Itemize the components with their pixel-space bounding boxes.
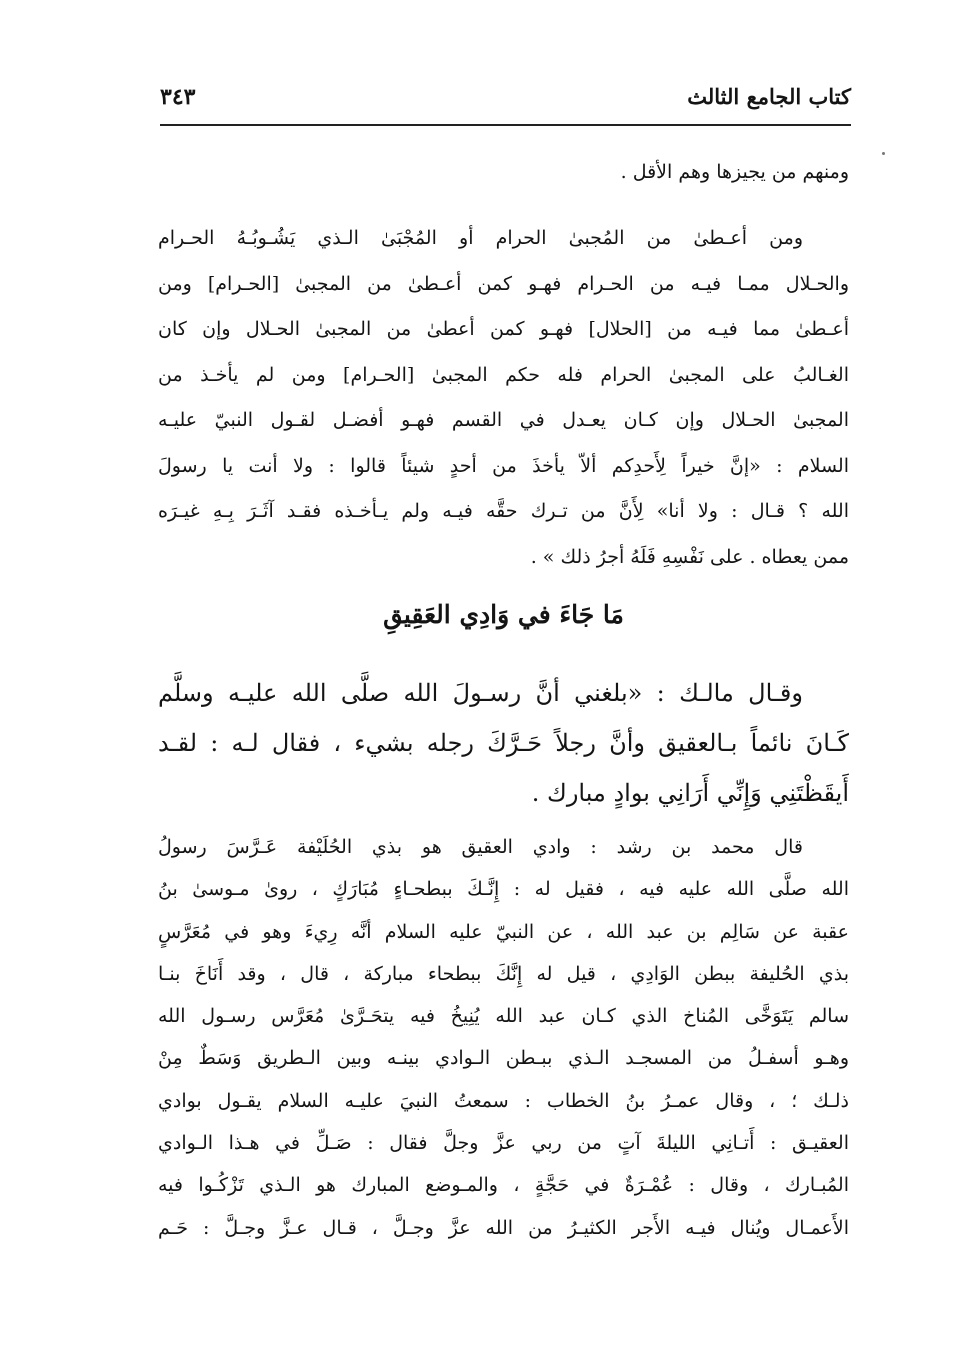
text-line: الأَعمـال ويُنال فيـه الأَجر الكثيـرُ من الله عزَّ وجـلَّ ، قـال عـزَّ وجـلَّ : حَـم bbox=[158, 1216, 849, 1239]
text-line: عقبة عن سَالِم بن عبد الله ، عن النبيّ عليه السلام أنَّه رِيءَ وهو في مُعَرَّسٍ bbox=[158, 920, 849, 943]
text-line: ومنهم من يجيزها وهم الأقل . bbox=[620, 161, 849, 183]
page-number: ٣٤٣ bbox=[160, 84, 196, 110]
text-line: أعـطىٰ مما فيـه من [الحلال] فهـو كمن أعطىٰ من المجبىٰ الحـلال وإن كان bbox=[158, 318, 849, 340]
section-heading: مَا جَاءَ في وَادِي العَقِيقِ bbox=[383, 600, 624, 629]
text-line: ومن أعـطىٰ من المُجبىٰ الحرام أو المُجْبَىٰ الـذي يَشُـوبُـهُ الحـرام bbox=[158, 227, 803, 249]
scan-speck bbox=[882, 152, 885, 155]
paragraph-opinion bbox=[158, 150, 849, 194]
text-line: ذلـك ؛ ، وقال عمـرُ بنُ الخطاب : سمعتُ النبيَ عليـه السلام يقـول بوادي bbox=[158, 1089, 849, 1112]
text-line: الله صلَّى الله عليه فيه ، فقيل له : إِنَّـكَ ببطحـاءٍ مُبَارَكٍ ، روىٰ مـوسىٰ بنُ bbox=[158, 878, 849, 901]
text-line: المجبىٰ الحـلال وإن كـان يعـدل في القسم فهـو أفضـل لقـول النبيّ عليـه bbox=[158, 409, 849, 431]
text-line: وقـال مالـك : «بلغني أنَّ رسـولَ الله صلَّى الله عليـه وسلَّم bbox=[158, 679, 803, 707]
text-line: ممن يعطاه . على نَفْسِهِ فَلَهُ أجرُ ذلك » . bbox=[530, 545, 849, 568]
text-line: العقيـق : أَتـانِي الليلةَ آتٍ من ربي عزَّ وجلَّ فقال : صَـلِّ في هـذا الـوادي bbox=[158, 1132, 849, 1155]
text-line: سالم يَتَوَخَّى المُناخ الذي كـان عبد الله يُنِيخُ فيه يتحَـرَّىٰ مُعَرَّس رسـول الله bbox=[158, 1005, 849, 1028]
text-line: وهـو أسفـلُ من المسجـد الـذي ببـطن الـوادي بينـه وبين الـطريق وَسَطٌ مِنْ bbox=[158, 1047, 849, 1070]
text-line: السلام : «إنَّ خيراً لِأَحدِكم ألاّ يأخذَ من أحدٍ شيئاً قالوا : ولا أنت يا رسولَ bbox=[158, 454, 849, 477]
text-line: المُبـارك ، وقال : عُمْـرَةٌ في حَجَّةٍ ، والمـوضع المبارك هو الـذي تَزْكُـوا فيه bbox=[158, 1174, 849, 1197]
paragraph-malik-quote bbox=[158, 668, 849, 818]
paragraph-commentary bbox=[158, 826, 849, 1249]
text-line: قال محمد بن رشد : وادي العقيق هو بذي الحُلَيْفة عَـرَّسَ رسولُ bbox=[158, 836, 803, 858]
book-title: كتاب الجامع الثالث bbox=[687, 84, 851, 109]
text-line: الله ؟ قـال : ولا أنا» لِأَنَّ من تـرك حقَّه فيـه ولم يـأخـذه فقـد آثَـرَ بِـهِ غيـرَه bbox=[158, 500, 849, 522]
text-line: الغـالبُ على المجبىٰ الحرام فله حكم المجبىٰ [الحـرام] ومن لم يأخـذ من bbox=[158, 363, 849, 386]
text-line: كَـانَ نائماً بـالعقيق وأنَّ رجلاً حَـرَّكَ رجله بشيء ، فقال لـه : لقـد bbox=[158, 729, 849, 757]
text-line: أَيقَظْتَنِي وَإِنِّي أَرَانِي بوادٍ مبارك . bbox=[531, 779, 849, 807]
text-line: والحـلال ممـا فيـه من الحـرام فهـو كمن أعـطىٰ من المجبىٰ [الحـرام] ومن bbox=[158, 272, 849, 295]
text-line: بذي الحُليفة ببطن الوَادِي ، قيل له إِنَّكَ ببطحاء مباركة ، قال ، وقد أَنَاخَ بنـا bbox=[158, 962, 849, 985]
paragraph-mujba bbox=[158, 216, 849, 580]
running-header bbox=[160, 80, 851, 126]
